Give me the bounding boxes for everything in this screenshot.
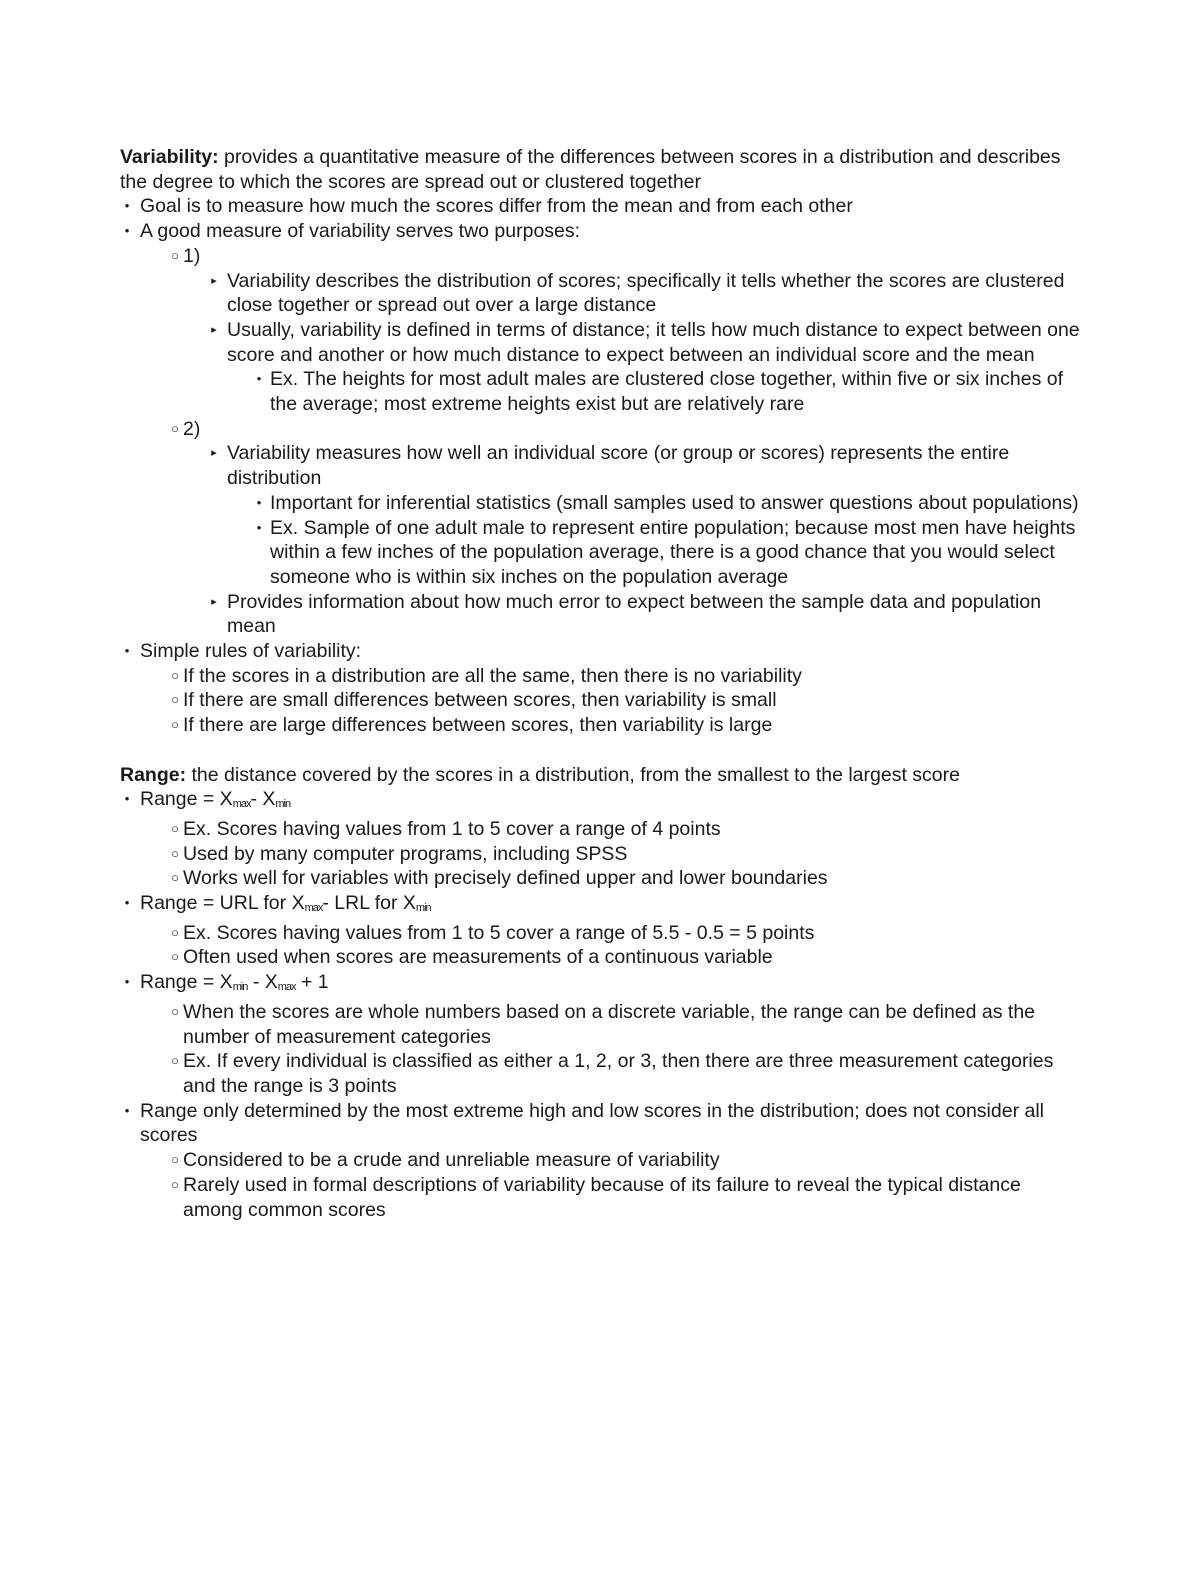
list-item-text: Ex. The heights for most adult males are clustered close together, within five or six inches of the average; most extreme heights exist but are relatively rare <box>270 368 1064 416</box>
list-item <box>120 970 1080 1000</box>
section-spacer <box>120 738 1080 763</box>
list-item <box>120 244 1080 269</box>
list-item-text: Ex. Scores having values from 1 to 5 cover a range of 4 points <box>183 817 721 840</box>
list-item <box>120 639 1080 664</box>
list-item <box>120 688 1080 713</box>
range-formula-1 <box>140 788 290 810</box>
formula-subscript: max <box>277 981 296 994</box>
circle-bullet-icon: ○ <box>171 1152 179 1168</box>
circle-bullet-icon: ○ <box>171 692 179 708</box>
bullet-icon: • <box>124 643 130 659</box>
bullet-icon: • <box>256 519 262 535</box>
bullet-icon: • <box>124 895 130 911</box>
list-item-text: A good measure of variability serves two purposes: <box>140 220 581 243</box>
range-formula-3 <box>140 971 329 993</box>
circle-bullet-icon: ○ <box>171 845 179 861</box>
circle-bullet-icon: ○ <box>171 247 179 263</box>
range-definition <box>120 763 1080 788</box>
bullet-icon: • <box>124 791 130 807</box>
list-item-text: Goal is to measure how much the scores differ from the mean and from each other <box>140 195 853 218</box>
list-item-text: Variability measures how well an individual score (or group or scores) represents the entire distribution <box>227 442 1010 490</box>
formula-subscript: min <box>275 798 291 811</box>
formula-text: - X <box>247 971 278 994</box>
circle-bullet-icon: ○ <box>171 1053 179 1069</box>
variability-definition-text: provides a quantitative measure of the differences between scores in a distribution and describes the degree to which the scores are spread out or clustered together <box>120 146 1061 193</box>
circle-bullet-icon: ○ <box>171 949 179 965</box>
list-item <box>120 194 1080 219</box>
list-item-text: Important for inferential statistics (small samples used to answer questions about populations) <box>270 491 1079 514</box>
list-item-text: Provides information about how much error to expect between the sample data and population mean <box>227 590 1042 638</box>
list-item <box>120 441 1080 490</box>
list-item-text: Ex. If every individual is classified as either a 1, 2, or 3, then there are three measurement categories and the range is 3 points <box>183 1050 1054 1097</box>
circle-bullet-icon: ○ <box>171 924 179 940</box>
list-item-text: Rarely used in formal descriptions of variability because of its failure to reveal the typical distance among common scores <box>183 1173 1021 1221</box>
formula-subscript: max <box>232 798 251 811</box>
list-item <box>120 491 1080 516</box>
variability-term: Variability: <box>120 146 219 168</box>
list-item <box>120 269 1080 318</box>
circle-bullet-icon: ○ <box>171 667 179 683</box>
list-item-text: 2) <box>183 417 201 440</box>
list-item <box>120 1000 1080 1049</box>
list-item <box>120 1099 1080 1148</box>
list-item <box>120 891 1080 921</box>
bullet-icon: • <box>124 198 130 214</box>
list-item-text: When the scores are whole numbers based on a discrete variable, the range can be defined as the number of measurement categories <box>183 1000 1036 1048</box>
list-item-text: 1) <box>183 244 201 267</box>
list-item <box>120 713 1080 738</box>
formula-subscript: min <box>232 981 248 994</box>
notes-page <box>120 145 1080 1222</box>
list-item-text: Ex. Sample of one adult male to represent entire population; because most men have heights within a few inches of the population average, there is a good chance that you would select someone who is within six inches on the population average <box>270 516 1076 588</box>
circle-bullet-icon: ○ <box>171 1176 179 1192</box>
list-item <box>120 787 1080 817</box>
list-item-text: Simple rules of variability: <box>140 640 362 663</box>
arrow-bullet-icon: ▸ <box>211 274 217 287</box>
arrow-bullet-icon: ▸ <box>211 323 217 336</box>
list-item-text: Range only determined by the most extreme high and low scores in the distribution; does not consider all scores <box>140 1099 1044 1147</box>
list-item-text: Variability describes the distribution of scores; specifically it tells whether the scores are clustered close together or spread out over a large distance <box>227 269 1065 317</box>
list-item <box>120 1049 1080 1098</box>
range-definition-text: the distance covered by the scores in a distribution, from the smallest to the largest score <box>186 763 960 786</box>
list-item-text: If there are large differences between scores, then variability is large <box>183 714 773 737</box>
formula-text: - X <box>250 788 276 811</box>
list-item <box>120 866 1080 891</box>
list-item <box>120 590 1080 639</box>
list-item <box>120 842 1080 867</box>
formula-text: Range = X <box>140 788 233 811</box>
formula-text: Range = URL for X <box>140 892 305 915</box>
bullet-icon: • <box>256 494 262 510</box>
circle-bullet-icon: ○ <box>171 820 179 836</box>
list-item-text: Considered to be a crude and unreliable measure of variability <box>183 1149 720 1172</box>
variability-definition <box>120 145 1080 194</box>
circle-bullet-icon: ○ <box>171 870 179 886</box>
list-item <box>120 318 1080 367</box>
circle-bullet-icon: ○ <box>171 717 179 733</box>
formula-text: - LRL for X <box>322 892 416 915</box>
list-item <box>120 1148 1080 1173</box>
list-item-text: If the scores in a distribution are all the same, then there is no variability <box>183 664 802 687</box>
bullet-icon: • <box>124 1102 130 1118</box>
arrow-bullet-icon: ▸ <box>211 447 217 460</box>
list-item-text: Usually, variability is defined in terms of distance; it tells how much distance to expect between one score and another or how much distance to expect between an individual score and the mean <box>227 318 1080 366</box>
bullet-icon: • <box>124 974 130 990</box>
list-item <box>120 817 1080 842</box>
list-item-text: Works well for variables with precisely defined upper and lower boundaries <box>183 867 828 890</box>
list-item-text: If there are small differences between scores, then variability is small <box>183 689 777 712</box>
bullet-icon: • <box>124 223 130 239</box>
range-formula-2 <box>140 892 431 914</box>
formula-subscript: min <box>415 902 431 915</box>
list-item <box>120 367 1080 416</box>
list-item-text: Ex. Scores having values from 1 to 5 cover a range of 5.5 - 0.5 = 5 points <box>183 921 815 944</box>
bullet-icon: • <box>256 371 262 387</box>
circle-bullet-icon: ○ <box>171 420 179 436</box>
formula-text: Range = X <box>140 971 233 994</box>
list-item <box>120 417 1080 442</box>
arrow-bullet-icon: ▸ <box>211 595 217 608</box>
list-item <box>120 921 1080 946</box>
list-item <box>120 516 1080 590</box>
list-item-text: Used by many computer programs, including SPSS <box>183 842 628 865</box>
list-item <box>120 1173 1080 1222</box>
formula-text: + 1 <box>295 971 329 994</box>
list-item <box>120 945 1080 970</box>
list-item <box>120 219 1080 244</box>
formula-subscript: max <box>304 902 323 915</box>
list-item-text: Often used when scores are measurements of a continuous variable <box>183 946 773 969</box>
range-term: Range: <box>120 763 187 786</box>
circle-bullet-icon: ○ <box>171 1003 179 1019</box>
list-item <box>120 664 1080 689</box>
